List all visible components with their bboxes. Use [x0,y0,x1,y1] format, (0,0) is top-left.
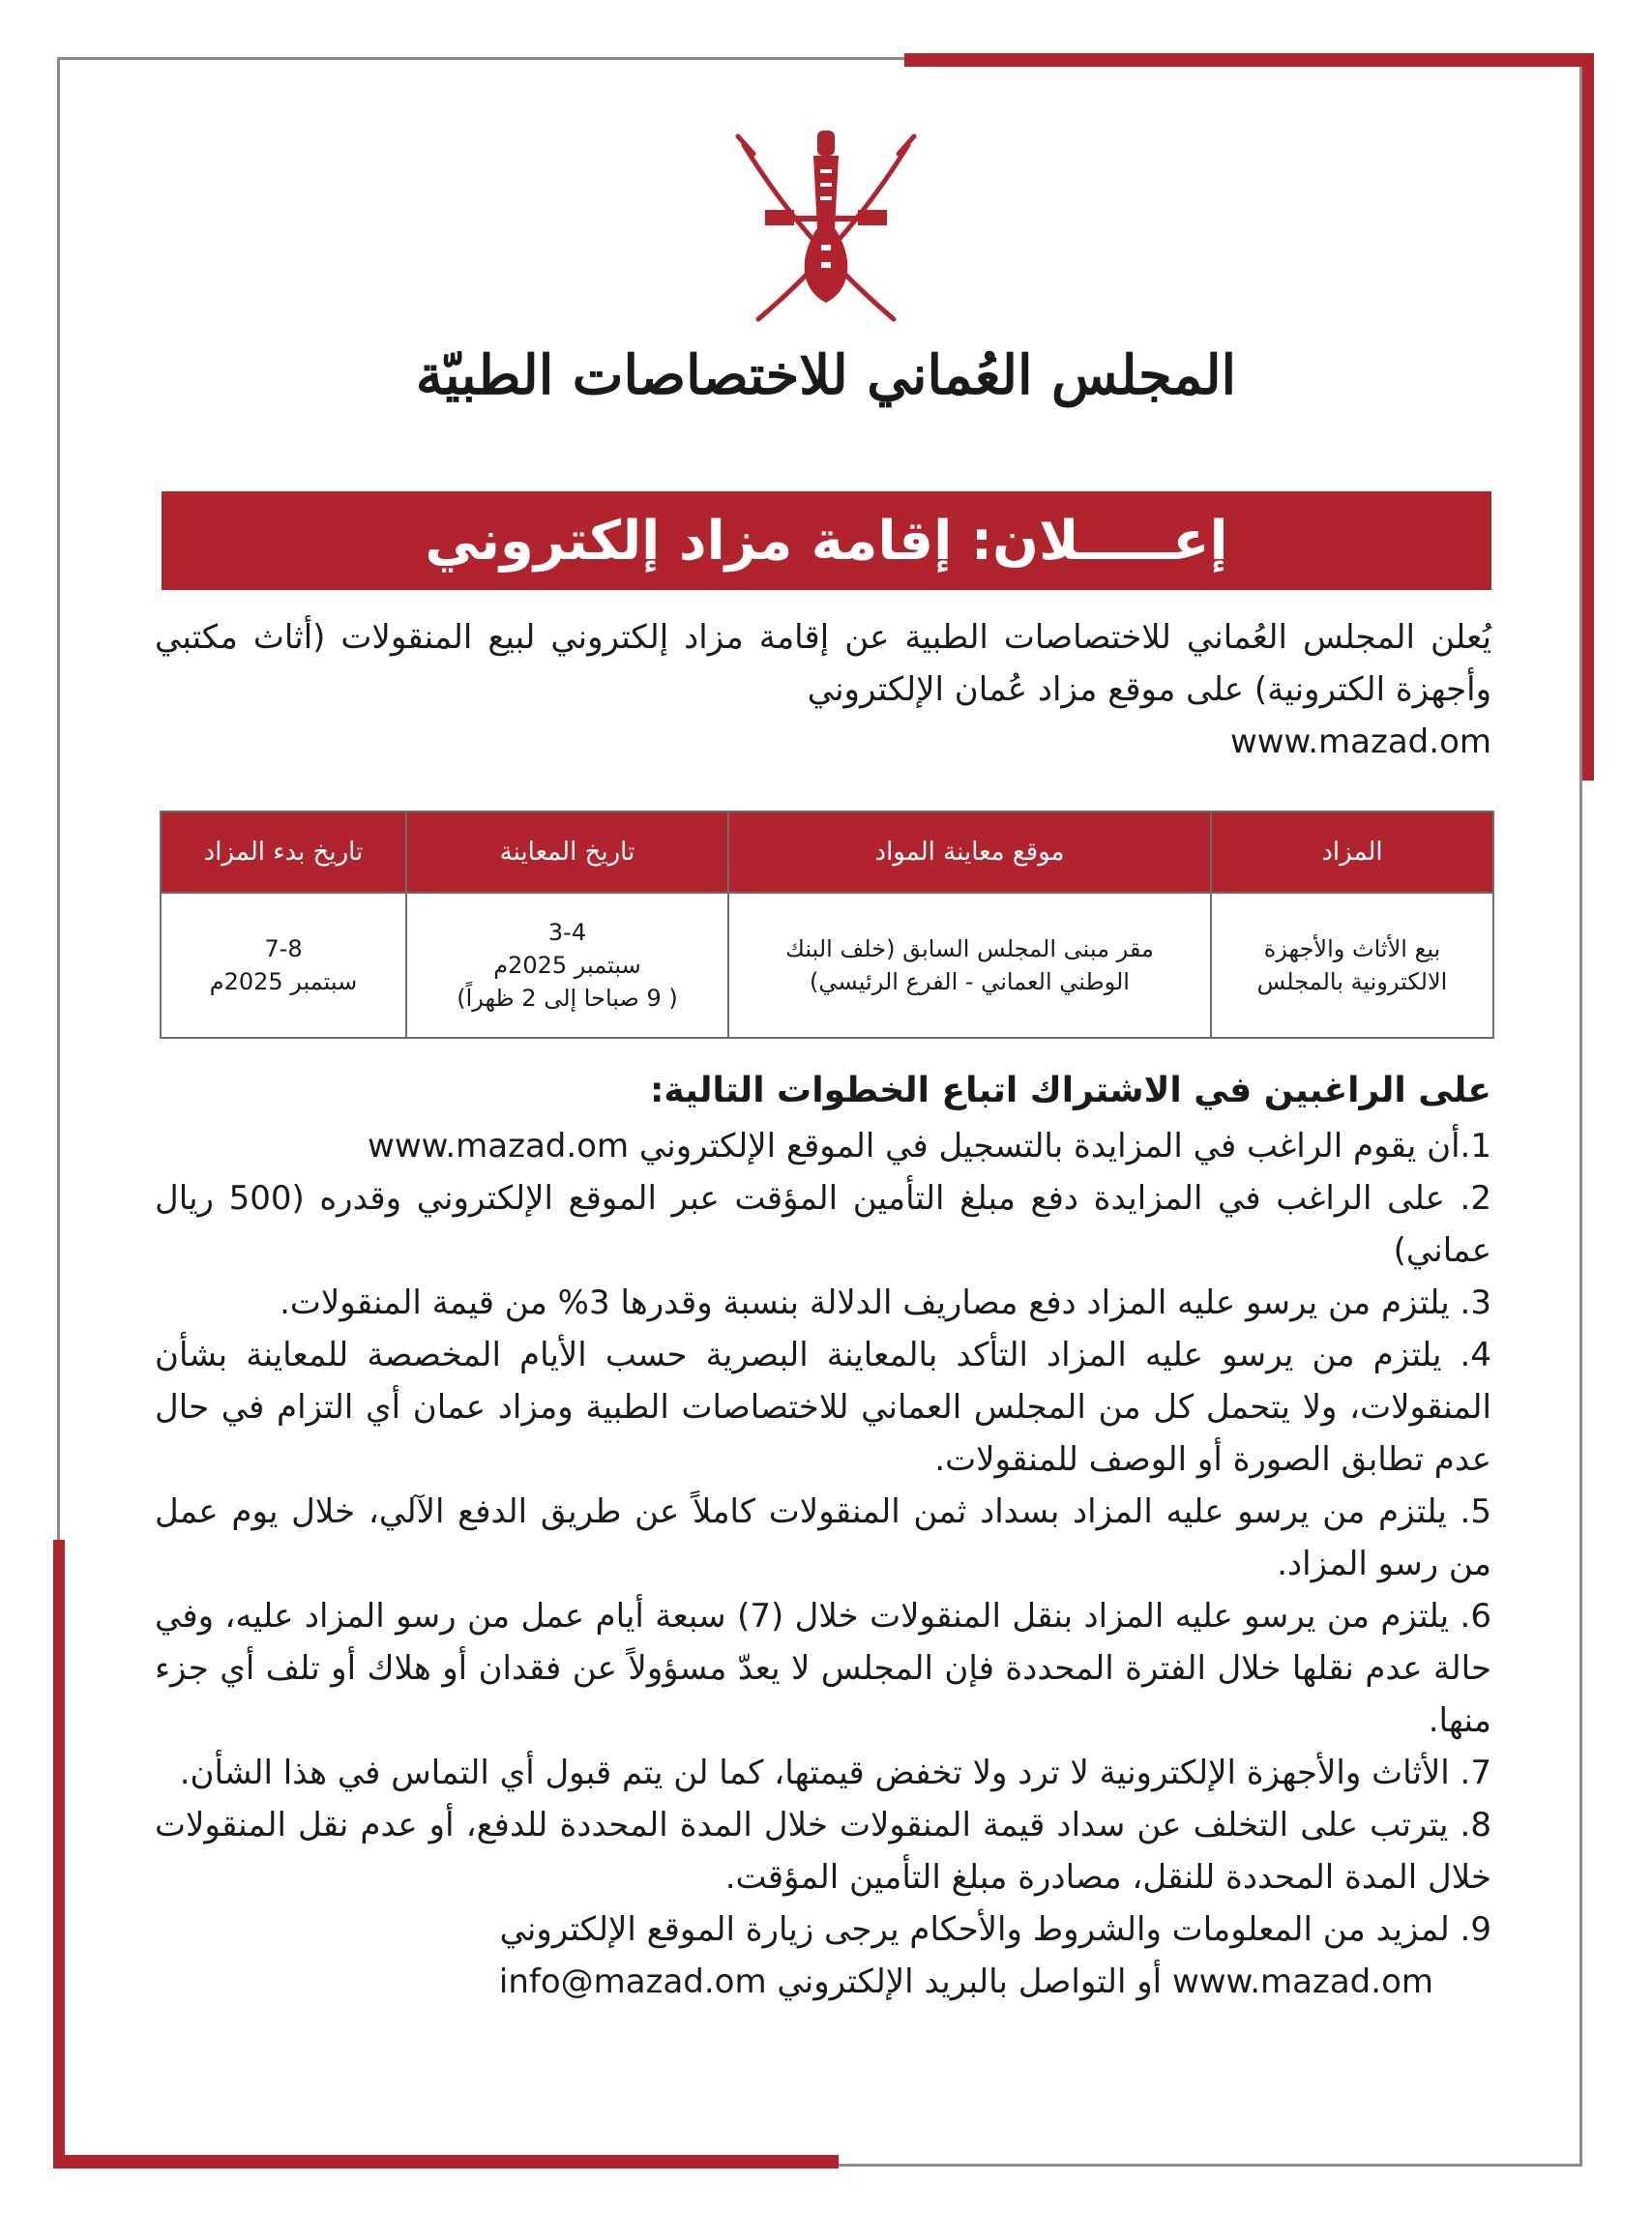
intro-website: www.mazad.om [1229,723,1491,761]
announcement-title: إعـــــلان: إقامة مزاد إلكتروني [162,491,1491,590]
step-item: 9. لمزيد من المعلومات والشروط والأحكام يرجى زيارة الموقع الإلكتروني [499,1910,1491,1949]
table-row [161,893,1493,1038]
step-item: 2. على الراغب في المزايدة دفع مبلغ التأمين المؤقت عبر الموقع الإلكتروني وقدره (500 ريال عماني) [155,1179,1491,1270]
table-header-cell: تاريخ بدء المزاد [161,811,406,893]
council-name: المجلس العُماني للاختصاصات الطبيّة [415,343,1237,407]
step-item: 3. يلتزم من يرسو عليه المزاد دفع مصاريف الدلالة بنسبة وقدرها 3% من قيمة المنقولات. [280,1284,1491,1322]
header-emblem [0,121,1652,342]
table-header-cell: تاريخ المعاينة [406,811,728,893]
table-header-row [161,811,1493,893]
step-item: 6. يلتزم من يرسو عليه المزاد بنقل المنقولات خلال (7) سبعة أيام عمل من رسو المزاد عليه، وفي حالة عدم نقلها خلال الفترة المحددة فإن المجلس لا يعدّ مسؤولاً عن فقدان أو هلاك أو تلف أي جزء منها. [155,1597,1491,1740]
auction-info-table [160,811,1494,1039]
contact-line: www.mazad.om أو التواصل بالبريد الإلكتروني info@mazad.om [498,1962,1433,2001]
step-item: 4. يلتزم من يرسو عليه المزاد التأكد بالمعاينة البصرية حسب الأيام المخصصة للمعاينة بشأن المنقولات، ولا يتحمل كل من المجلس العماني للاختصاصات الطبية ومزاد عمان أي التزام في حال عدم تطابق الصورة أو الوصف للمنقولات. [155,1336,1491,1479]
intro-text: يُعلن المجلس العُماني للاختصاصات الطبية عن إقامة مزاد إلكتروني لبيع المنقولات (أثاث مكتبي وأجهزة الكترونية) على موقع مزاد عُمان الإلكتروني [155,618,1491,709]
table-cell-inspection-date: 3-4 سبتمبر 2025م ( 9 صباحا إلى 2 ظهراً) [406,893,728,1038]
table-cell-start-date: 7-8 سبتمبر 2025م [161,893,406,1038]
steps-heading: على الراغبين في الاشتراك اتباع الخطوات التالية: [650,1071,1491,1110]
frame-accent-bottom [53,2155,839,2169]
frame-accent-top [904,53,1594,67]
frame-accent-left [53,1540,65,2169]
step-item: 1.أن يقوم الراغب في المزايدة بالتسجيل في الموقع الإلكتروني www.mazad.om [368,1127,1491,1166]
table-cell-location: مقر مبنى المجلس السابق (خلف البنك الوطني العماني - الفرع الرئيسي) [728,893,1211,1038]
table-header-cell: المزاد [1211,811,1493,893]
table-header-cell: موقع معاينة المواد [728,811,1211,893]
steps-section [155,1062,1491,2008]
intro-paragraph [155,611,1491,768]
table-cell-auction: بيع الأثاث والأجهزة الالكترونية بالمجلس [1211,893,1493,1038]
step-item: 8. يترتب على التخلف عن سداد قيمة المنقولات خلال المدة المحددة للدفع، أو عدم نقل المنقولات خلال المدة المحددة للنقل، مصادرة مبلغ التأمين المؤقت. [155,1806,1491,1897]
step-item: 5. يلتزم من يرسو عليه المزاد بسداد ثمن المنقولات كاملاً عن طريق الدفع الآلي، خلال يوم عمل من رسو المزاد. [155,1492,1491,1583]
oman-emblem-icon [724,121,928,339]
step-item: 7. الأثاث والأجهزة الإلكترونية لا ترد ولا تخفض قيمتها، كما لن يتم قبول أي التماس في هذا الشأن. [179,1754,1491,1792]
